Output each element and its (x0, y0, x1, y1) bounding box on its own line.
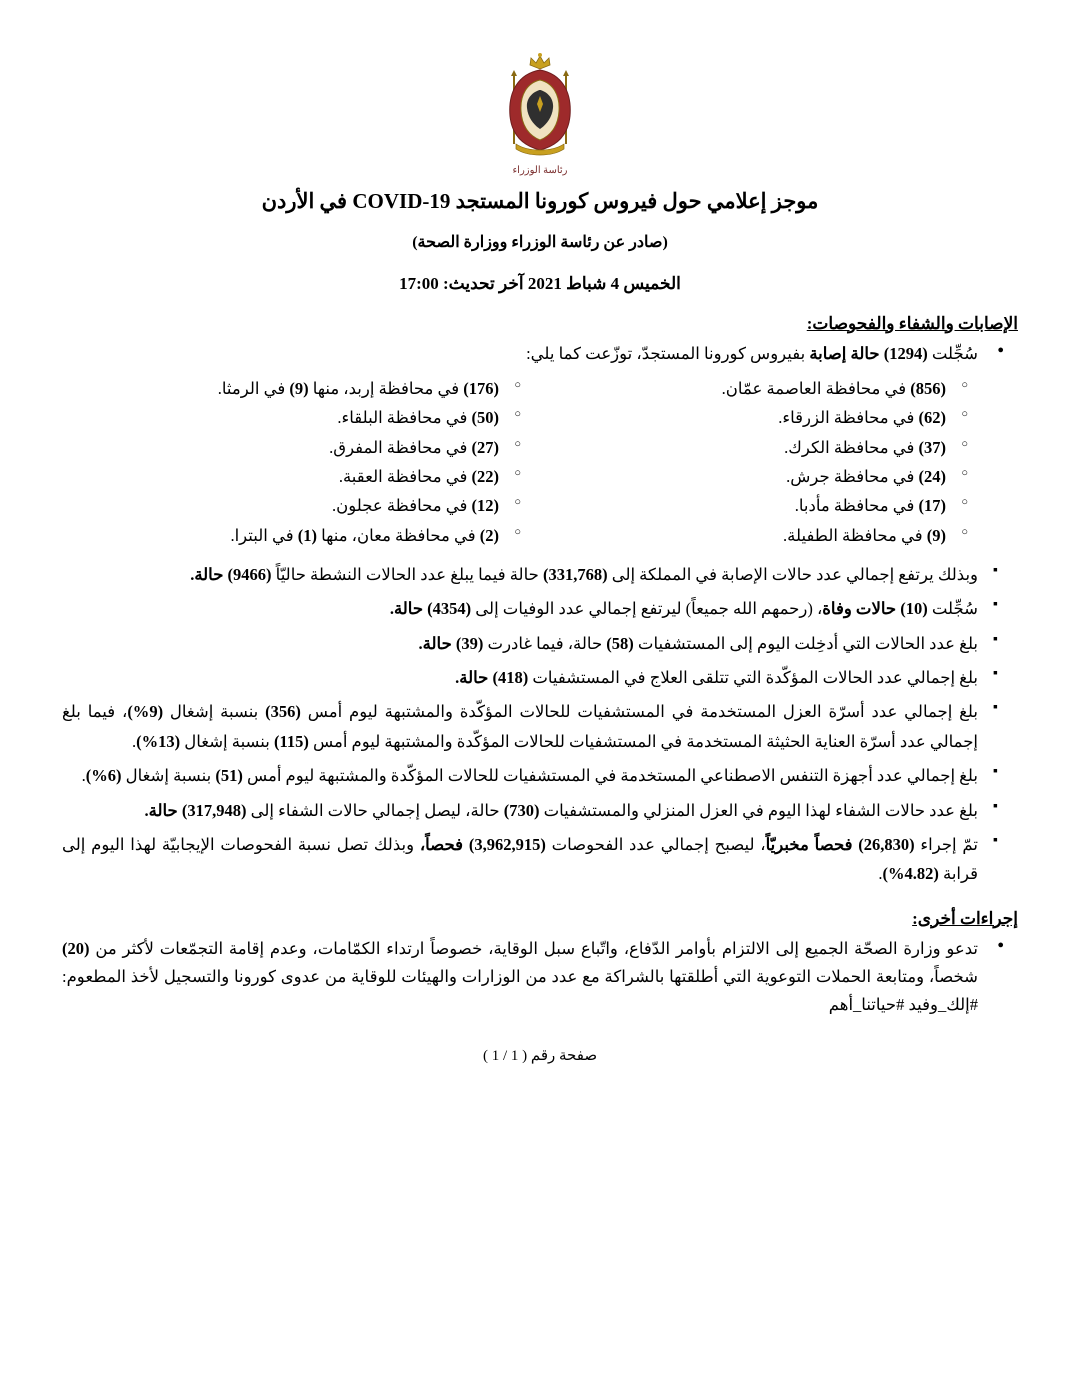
section-heading-cases: الإصابات والشفاء والفحوصات: (806, 313, 1018, 333)
list-item: ▪ بلغ إجمالي عدد أسرّة العزل المستخدمة في المستشفيات للحالات المؤكّدة والمشتبهة ليوم أمس (356) بنسبة إشغال (9%)، فيما بلغ إجمالي عدد أسرّة العناية الحثيثة المستخدمة في المستشفيات للحالات المؤكّدة والمشتبهة ليوم أمس (115) بنسبة إشغال (13%). (62, 697, 978, 756)
list-item: ○ (12) في محافظة عجلون. (88, 491, 525, 520)
list-item: ○ (37) في محافظة الكرك. (535, 433, 972, 462)
emblem-block (62, 52, 1018, 176)
intro-bullet-list (62, 340, 1018, 368)
other-measures-list (62, 935, 1018, 1020)
statistics-list (62, 560, 1018, 889)
list-item: ○ (24) في محافظة جرش. (535, 462, 972, 491)
page-number: صفحة رقم ( 1 / 1 ) (482, 1047, 598, 1064)
list-item: ○ (27) في محافظة المفرق. (88, 433, 525, 462)
page-title: موجز إعلامي حول فيروس كورونا المستجد COVID-19 في الأردن (261, 189, 819, 213)
list-item: ○ (22) في محافظة العقبة. (88, 462, 525, 491)
issuer-line: (صادر عن رئاسة الوزراء ووزارة الصحة) (412, 233, 668, 251)
list-item: ▪ وبذلك يرتفع إجمالي عدد حالات الإصابة في المملكة إلى (331,768) حالة فيما يبلغ عدد الحالات النشطة حاليّاً (9466) حالة. (62, 560, 978, 589)
governorate-breakdown-grid (88, 374, 972, 550)
list-item: ○ (62) في محافظة الزرقاء. (535, 403, 972, 432)
list-item: ▪ بلغ عدد الحالات التي أدخِلت اليوم إلى المستشفيات (58) حالة، فيما غادرت (39) حالة. (62, 629, 978, 658)
date-line: الخميس 4 شباط 2021 آخر تحديث: 17:00 (399, 273, 681, 293)
list-item: ○ (9) في محافظة الطفيلة. (535, 521, 972, 550)
list-item: ▪ سُجِّلت (10) حالات وفاة، (رحمهم الله جميعاً) ليرتفع إجمالي عدد الوفيات إلى (4354) حالة. (62, 594, 978, 623)
emblem-caption: رئاسة الوزراء (512, 165, 568, 176)
list-item: ● سُجِّلت (1294) حالة إصابة بفيروس كورونا المستجدّ، توزّعت كما يلي: (62, 340, 982, 368)
list-item: ○ (2) في محافظة معان، منها (1) في البترا. (88, 521, 525, 550)
list-item: ▪ بلغ إجمالي عدد الحالات المؤكّدة التي تتلقى العلاج في المستشفيات (418) حالة. (62, 663, 978, 692)
list-item: ▪ بلغ إجمالي عدد أجهزة التنفس الاصطناعي المستخدمة في المستشفيات للحالات المؤكّدة والمشتبهة ليوم أمس (51) بنسبة إشغال (6%). (62, 761, 978, 790)
list-item: ○ (50) في محافظة البلقاء. (88, 403, 525, 432)
list-item: ○ (856) في محافظة العاصمة عمّان. (535, 374, 972, 403)
list-item: ○ (17) في محافظة مأدبا. (535, 491, 972, 520)
jordan-coat-of-arms-icon (494, 52, 586, 164)
list-item: ▪ تمّ إجراء (26,830) فحصاً مخبريّاً، ليصبح إجمالي عدد الفحوصات (3,962,915) فحصاً، وبذلك تصل نسبة الفحوصات الإيجابيّة لهذا اليوم إلى قرابة (4.82%). (62, 830, 978, 889)
list-item: ▪ بلغ عدد حالات الشفاء لهذا اليوم في العزل المنزلي والمستشفيات (730) حالة، ليصل إجمالي حالات الشفاء إلى (317,948) حالة. (62, 796, 978, 825)
section-heading-other-measures: إجراءات أخرى: (912, 908, 1018, 928)
list-item: ○ (176) في محافظة إربد، منها (9) في الرمثا. (88, 374, 525, 403)
list-item: ● تدعو وزارة الصحّة الجميع إلى الالتزام بأوامر الدّفاع، واتّباع سبل الوقاية، خصوصاً ارتداء الكمّامات، وعدم إقامة التجمّعات لأكثر من (20) شخصاً، ومتابعة الحملات التوعوية التي أطلقتها بالشراكة مع عدد من الوزارات والهيئات للوقاية من عدوى كورونا والتسجيل لأخذ المطعوم: #إلك_وفيد #حياتنا_أهم (62, 935, 982, 1020)
